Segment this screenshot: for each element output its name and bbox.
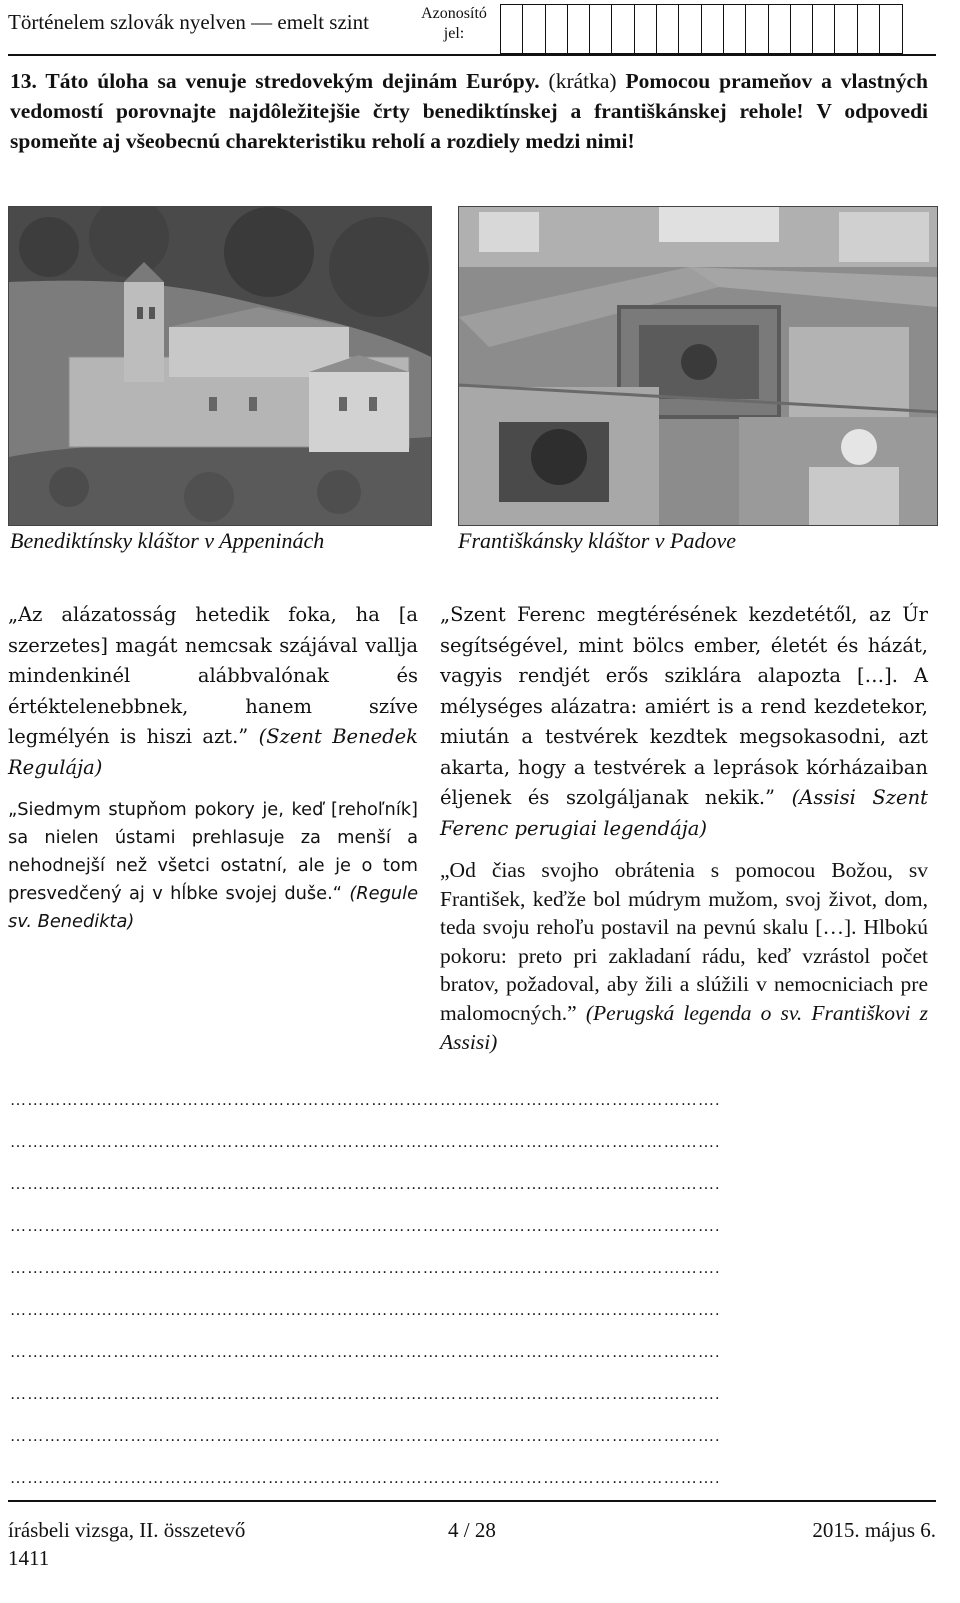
source-francis-hu (440, 600, 928, 844)
left-photo-caption: Benediktínsky kláštor v Appeninách (10, 528, 325, 553)
answer-line[interactable]: ……………………………………………………………………………………………………………. (10, 1260, 721, 1277)
task-question: Pomocou prameňov a vlastných vedomostí porovnajte najdôležitejšie črty benediktínskej a františkánskej rehole! (10, 69, 929, 123)
benedictine-monastery-photo (8, 206, 432, 526)
id-box[interactable] (568, 5, 590, 53)
id-box[interactable] (769, 5, 791, 53)
id-box[interactable] (791, 5, 813, 53)
task-question-rest: V odpovedi spomeňte aj všeobecnú charekteristiku reholí a rozdiely medzi nimi! (10, 99, 929, 153)
answer-line[interactable]: ……………………………………………………………………………………………………………. (10, 1428, 721, 1445)
source-benedict-sk-text: „Siedmym stupňom pokory je, keď [rehoľník] sa nielen ústami prehlasuje za menší a nehodnejší než všetci ostatní, ale je o tom presvedčený aj v hĺbke svojej duše.“ (8, 799, 418, 904)
answer-line[interactable]: ……………………………………………………………………………………………………………. (10, 1344, 721, 1361)
answer-line[interactable]: ……………………………………………………………………………………………………………. (10, 1092, 721, 1109)
id-boxes (500, 4, 903, 54)
id-label-line2: jel: (443, 25, 465, 42)
id-box[interactable] (546, 5, 568, 53)
source-francis-sk-text: „Od čias svojho obrátenia s pomocou Božou, sv František, keďže bol múdrym mužom, svoj život, dom, teda svoju rehoľu postavil na pevnú skalu […]. Hlbokú pokoru: preto pri zakladaní rádu, keď vzrástol počet bratov, požadoval, aby žili a slúžili v nemocniciach pre malomocných.” (440, 858, 928, 1025)
header-rule (8, 54, 936, 56)
answer-line[interactable]: ……………………………………………………………………………………………………………. (10, 1218, 721, 1235)
source-francis-sk-ref: (Perugská legenda o sv. Františkovi z Assisi) (440, 1000, 928, 1054)
right-photo-caption: Františkánsky kláštor v Padove (458, 528, 736, 553)
footer-code: 1411 (8, 1546, 50, 1570)
id-box[interactable] (702, 5, 724, 53)
id-box[interactable] (858, 5, 880, 53)
id-label-line1: Azonosító (421, 5, 487, 22)
page-number: 4 / 28 (448, 1518, 496, 1542)
source-francis-hu-ref: (Assisi Szent Ferenc perugiai legendája) (440, 786, 928, 840)
id-box[interactable] (612, 5, 634, 53)
id-box[interactable] (835, 5, 857, 53)
task-type: (krátka) (548, 69, 617, 93)
source-benedict-sk-ref: (Regule sv. Benedikta) (8, 883, 419, 932)
source-benedict-hu-text: „Az alázatosság hetedik foka, ha [a szerzetes] magát nemcsak szájával vallja mindenkinél alábbvalónak és értéktelenebbnek, hanem szíve legmélyén is hiszi azt.” (8, 603, 418, 748)
id-box[interactable] (523, 5, 545, 53)
header-title: Történelem szlovák nyelven — emelt szint (8, 10, 369, 34)
id-box[interactable] (590, 5, 612, 53)
answer-line[interactable]: ……………………………………………………………………………………………………………. (10, 1302, 721, 1319)
id-box[interactable] (657, 5, 679, 53)
franciscan-monastery-photo (458, 206, 938, 526)
source-francis-sk (440, 856, 928, 1056)
source-benedict-hu-ref: (Szent Benedek Regulája) (8, 725, 419, 779)
id-box[interactable] (724, 5, 746, 53)
id-box[interactable] (813, 5, 835, 53)
task-title: 13. Táto úloha sa venuje stredovekým dejinám Európy. (10, 69, 540, 93)
id-box[interactable] (501, 5, 523, 53)
answer-line[interactable]: ……………………………………………………………………………………………………………. (10, 1176, 721, 1193)
source-francis-hu-text: „Szent Ferenc megtérésének kezdetétől, az Úr segítségével, mint bölcs ember, életét és házát, vagyis rendjét erős sziklára alapozta […]. A mélységes alázatra: amiért is a rend kezdetekor, miután a testvérek kezdtek megsokasodni, azt akarta, hogy a testvérek a leprások kórházaiban éljenek és szolgáljanak nekik.” (440, 603, 928, 809)
answer-line[interactable]: ……………………………………………………………………………………………………………. (10, 1386, 721, 1403)
id-box[interactable] (635, 5, 657, 53)
id-label (404, 4, 504, 44)
footer-rule (8, 1500, 936, 1502)
id-box[interactable] (746, 5, 768, 53)
task-statement (10, 66, 928, 156)
footer-exam: írásbeli vizsga, II. összetevő (8, 1518, 246, 1542)
answer-line[interactable]: ……………………………………………………………………………………………………………. (10, 1134, 721, 1151)
source-benedict-sk (8, 796, 418, 936)
footer-date: 2015. május 6. (812, 1518, 936, 1542)
id-box[interactable] (880, 5, 902, 53)
source-benedict-hu (8, 600, 418, 783)
answer-line[interactable]: ……………………………………………………………………………………………………………. (10, 1470, 721, 1487)
id-box[interactable] (679, 5, 701, 53)
